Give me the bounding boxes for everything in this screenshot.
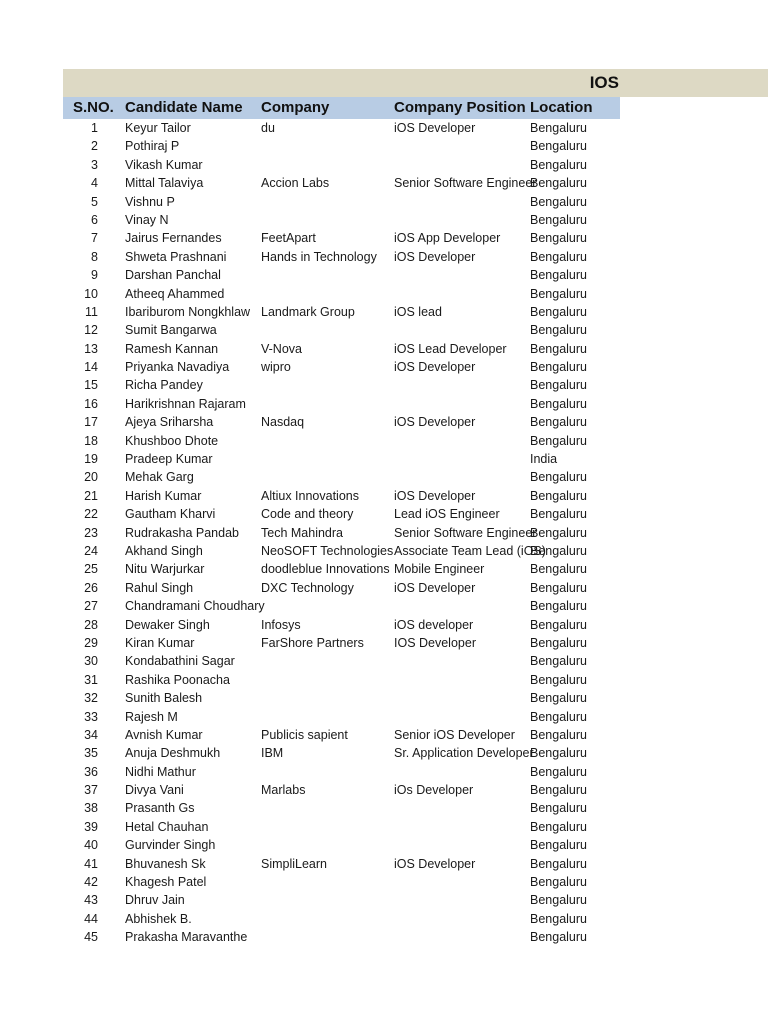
cell-company-position: iOS Developer [394, 121, 476, 135]
cell-sno: 15 [84, 378, 98, 393]
cell-sno: 12 [84, 323, 98, 338]
cell-sno: 33 [84, 709, 98, 724]
cell-location: Bengaluru [530, 764, 587, 779]
cell-sno: 36 [84, 764, 98, 779]
cell-sno: 23 [84, 525, 98, 540]
sheet-title: IOS [589, 73, 619, 92]
cell-candidate-name: Ibariburom Nongkhlaw [125, 304, 251, 319]
table-row [0, 395, 768, 413]
cell-sno: 27 [84, 599, 98, 614]
cell-sno: 5 [91, 194, 98, 209]
table-row [0, 855, 768, 873]
cell-sno: 26 [84, 580, 98, 595]
cell-sno: 43 [84, 893, 98, 908]
cell-company-position: Senior Software Engineer [394, 176, 537, 191]
table-row [0, 285, 768, 303]
cell-candidate-name: Gurvinder Singh [125, 838, 216, 853]
table-row [0, 340, 768, 358]
table-body [0, 119, 768, 947]
cell-location: Bengaluru [530, 838, 587, 853]
cell-company-position: Mobile Engineer [394, 562, 485, 577]
cell-candidate-name: Pradeep Kumar [125, 452, 213, 467]
cell-location: Bengaluru [530, 378, 587, 393]
cell-company: DXC Technology [261, 580, 354, 595]
table-header-row [63, 97, 620, 119]
header-location: Location [530, 99, 593, 116]
table-row [0, 524, 768, 542]
table-row [0, 763, 768, 781]
cell-location: Bengaluru [530, 286, 587, 301]
cell-location: Bengaluru [530, 121, 587, 135]
cell-sno: 13 [84, 341, 98, 356]
table-row [0, 174, 768, 192]
cell-company-position: Lead iOS Engineer [394, 507, 500, 522]
cell-location: Bengaluru [530, 249, 587, 264]
cell-candidate-name: Mittal Talaviya [125, 176, 204, 191]
cell-sno: 9 [91, 268, 98, 283]
cell-candidate-name: Pothiraj P [125, 139, 180, 154]
table-row [0, 450, 768, 468]
cell-candidate-name: Bhuvanesh Sk [125, 856, 206, 871]
cell-candidate-name: Sumit Bangarwa [125, 323, 217, 338]
table-row [0, 248, 768, 266]
cell-company-position: iOS developer [394, 617, 474, 632]
table-row [0, 652, 768, 670]
table-row [0, 487, 768, 505]
cell-candidate-name: Rajesh M [125, 709, 178, 724]
table-row [0, 229, 768, 247]
cell-company: Hands in Technology [261, 249, 377, 264]
cell-location: Bengaluru [530, 672, 587, 687]
cell-company: Infosys [261, 617, 301, 632]
cell-company: NeoSOFT Technologies [261, 543, 394, 558]
cell-location: Bengaluru [530, 580, 587, 595]
cell-company: IBM [261, 746, 284, 761]
cell-location: Bengaluru [530, 304, 587, 319]
cell-location: Bengaluru [530, 488, 587, 503]
cell-location: Bengaluru [530, 819, 587, 834]
cell-candidate-name: Chandramani Choudhary [125, 599, 265, 614]
cell-sno: 19 [84, 452, 98, 467]
cell-location: Bengaluru [530, 323, 587, 338]
table-row [0, 579, 768, 597]
cell-sno: 11 [85, 304, 98, 319]
table-row [0, 689, 768, 707]
cell-location: Bengaluru [530, 433, 587, 448]
cell-sno: 3 [91, 157, 98, 172]
cell-location: Bengaluru [530, 231, 587, 246]
cell-candidate-name: Nidhi Mathur [125, 764, 196, 779]
cell-location: Bengaluru [530, 212, 587, 227]
table-row [0, 744, 768, 762]
cell-candidate-name: Sunith Balesh [125, 691, 203, 706]
cell-company: FarShore Partners [261, 635, 364, 650]
cell-sno: 31 [84, 672, 98, 687]
table-row [0, 726, 768, 744]
cell-company: Landmark Group [261, 304, 355, 319]
cell-candidate-name: Hetal Chauhan [125, 819, 209, 834]
cell-candidate-name: Shweta Prashnani [125, 249, 227, 264]
cell-sno: 35 [84, 746, 98, 761]
cell-company: Code and theory [261, 507, 354, 522]
cell-sno: 42 [84, 875, 98, 890]
cell-company-position: iOS lead [394, 304, 442, 319]
cell-company-position: Senior Software Engineer [394, 525, 537, 540]
cell-candidate-name: Rahul Singh [125, 580, 194, 595]
table-row [0, 873, 768, 891]
table-row [0, 597, 768, 615]
cell-location: Bengaluru [530, 654, 587, 669]
cell-location: Bengaluru [530, 635, 587, 650]
cell-company: Accion Labs [261, 176, 330, 191]
table-row [0, 542, 768, 560]
cell-location: Bengaluru [530, 157, 587, 172]
table-row [0, 119, 768, 137]
cell-sno: 24 [84, 543, 98, 558]
cell-sno: 25 [84, 562, 98, 577]
cell-candidate-name: Ajeya Sriharsha [125, 415, 214, 430]
cell-location: Bengaluru [530, 396, 587, 411]
cell-location: Bengaluru [530, 360, 587, 375]
cell-company: FeetApart [261, 231, 316, 246]
cell-company-position: iOS Developer [394, 249, 476, 264]
table-row [0, 468, 768, 486]
table-row [0, 432, 768, 450]
sheet-title-band [63, 69, 768, 97]
header-candidate-name: Candidate Name [125, 99, 243, 116]
cell-location: Bengaluru [530, 176, 587, 191]
cell-candidate-name: Kondabathini Sagar [125, 654, 235, 669]
cell-candidate-name: Richa Pandey [125, 378, 203, 393]
cell-candidate-name: Rudrakasha Pandab [125, 525, 239, 540]
cell-candidate-name: Akhand Singh [125, 543, 203, 558]
cell-candidate-name: Atheeq Ahammed [125, 286, 225, 301]
cell-company-position: iOS App Developer [394, 231, 501, 246]
cell-location: Bengaluru [530, 727, 587, 742]
cell-sno: 37 [84, 783, 98, 798]
cell-sno: 8 [91, 249, 98, 264]
cell-candidate-name: Dhruv Jain [125, 893, 185, 908]
cell-sno: 40 [84, 838, 98, 853]
cell-company-position: iOS Developer [394, 580, 476, 595]
cell-company-position: iOS Lead Developer [394, 341, 507, 356]
table-row [0, 634, 768, 652]
table-row [0, 836, 768, 854]
cell-location: Bengaluru [530, 525, 587, 540]
cell-company-position: iOS Developer [394, 415, 476, 430]
table-row [0, 818, 768, 836]
cell-location: Bengaluru [530, 139, 587, 154]
table-row [0, 799, 768, 817]
cell-candidate-name: Kiran Kumar [125, 635, 195, 650]
cell-company: SimpliLearn [261, 856, 328, 871]
table-row [0, 303, 768, 321]
table-row [0, 137, 768, 155]
cell-company-position: iOS Developer [394, 488, 476, 503]
cell-sno: 10 [84, 286, 98, 301]
cell-candidate-name: Khushboo Dhote [125, 433, 219, 448]
cell-sno: 29 [84, 635, 98, 650]
cell-sno: 21 [84, 488, 98, 503]
cell-sno: 18 [84, 433, 98, 448]
cell-sno: 28 [84, 617, 98, 632]
cell-location: India [530, 452, 558, 467]
cell-company: Tech Mahindra [261, 525, 343, 540]
cell-candidate-name: Gautham Kharvi [125, 507, 216, 522]
cell-company: Altiux Innovations [261, 488, 359, 503]
cell-location: Bengaluru [530, 783, 587, 798]
table-row [0, 321, 768, 339]
cell-sno: 22 [84, 507, 98, 522]
cell-sno: 39 [84, 819, 98, 834]
cell-location: Bengaluru [530, 268, 587, 283]
cell-sno: 1 [91, 121, 98, 135]
cell-company-position: iOs Developer [394, 783, 474, 798]
cell-candidate-name: Divya Vani [125, 783, 184, 798]
cell-sno: 44 [84, 911, 98, 926]
cell-candidate-name: Anuja Deshmukh [125, 746, 221, 761]
table-row [0, 671, 768, 689]
cell-location: Bengaluru [530, 470, 587, 485]
cell-company-position: iOS Developer [394, 360, 476, 375]
cell-location: Bengaluru [530, 746, 587, 761]
cell-candidate-name: Khagesh Patel [125, 875, 207, 890]
cell-company: Marlabs [261, 783, 306, 798]
cell-location: Bengaluru [530, 562, 587, 577]
cell-sno: 17 [84, 415, 98, 430]
cell-sno: 20 [84, 470, 98, 485]
cell-company-position: iOS Developer [394, 856, 476, 871]
cell-company: doodleblue Innovations [261, 562, 390, 577]
cell-company-position: Sr. Application Developer [394, 746, 534, 761]
cell-location: Bengaluru [530, 709, 587, 724]
cell-location: Bengaluru [530, 507, 587, 522]
table-row [0, 376, 768, 394]
cell-sno: 2 [91, 139, 98, 154]
cell-candidate-name: Jairus Fernandes [125, 231, 222, 246]
table-row [0, 560, 768, 578]
cell-location: Bengaluru [530, 194, 587, 209]
cell-location: Bengaluru [530, 911, 587, 926]
cell-location: Bengaluru [530, 599, 587, 614]
cell-candidate-name: Dewaker Singh [125, 617, 210, 632]
cell-sno: 32 [84, 691, 98, 706]
cell-location: Bengaluru [530, 691, 587, 706]
cell-candidate-name: Harikrishnan Rajaram [125, 396, 246, 411]
cell-sno: 38 [84, 801, 98, 816]
cell-candidate-name: Mehak Garg [125, 470, 194, 485]
cell-candidate-name: Priyanka Navadiya [125, 360, 230, 375]
cell-candidate-name: Darshan Panchal [125, 268, 221, 283]
table-row [0, 413, 768, 431]
table-row [0, 266, 768, 284]
cell-location: Bengaluru [530, 543, 587, 558]
cell-location: Bengaluru [530, 875, 587, 890]
cell-sno: 34 [84, 727, 98, 742]
cell-sno: 7 [91, 231, 98, 246]
cell-sno: 16 [84, 396, 98, 411]
cell-candidate-name: Vinay N [125, 212, 169, 227]
cell-company: wipro [261, 360, 291, 375]
cell-candidate-name: Prakasha Maravanthe [125, 930, 248, 945]
cell-candidate-name: Keyur Tailor [125, 121, 191, 135]
cell-location: Bengaluru [530, 415, 587, 430]
header-sno: S.NO. [73, 99, 114, 116]
cell-sno: 14 [84, 360, 98, 375]
cell-company: Publicis sapient [261, 727, 348, 742]
table-row [0, 156, 768, 174]
cell-location: Bengaluru [530, 930, 587, 945]
cell-location: Bengaluru [530, 341, 587, 356]
cell-location: Bengaluru [530, 617, 587, 632]
cell-sno: 30 [84, 654, 98, 669]
header-company-position: Company Position [394, 99, 526, 116]
cell-candidate-name: Rashika Poonacha [125, 672, 230, 687]
cell-candidate-name: Avnish Kumar [125, 727, 203, 742]
cell-company: du [261, 121, 275, 135]
cell-company-position: Senior iOS Developer [394, 727, 515, 742]
cell-candidate-name: Harish Kumar [125, 488, 202, 503]
cell-company-position: IOS Developer [394, 635, 476, 650]
cell-candidate-name: Prasanth Gs [125, 801, 195, 816]
cell-location: Bengaluru [530, 856, 587, 871]
cell-sno: 41 [84, 856, 98, 871]
cell-sno: 45 [84, 930, 98, 945]
cell-company: V-Nova [261, 341, 302, 356]
table-row [0, 193, 768, 211]
cell-candidate-name: Abhishek B. [125, 911, 192, 926]
cell-company-position: Associate Team Lead (iOS) [394, 543, 546, 558]
cell-location: Bengaluru [530, 801, 587, 816]
cell-candidate-name: Vishnu P [125, 194, 175, 209]
cell-sno: 4 [91, 176, 98, 191]
table-row [0, 910, 768, 928]
cell-candidate-name: Nitu Warjurkar [125, 562, 205, 577]
header-company: Company [261, 99, 330, 116]
table-row [0, 781, 768, 799]
cell-candidate-name: Ramesh Kannan [125, 341, 219, 356]
cell-company: Nasdaq [261, 415, 305, 430]
table-row [0, 505, 768, 523]
table-row [0, 708, 768, 726]
cell-sno: 6 [91, 212, 98, 227]
cell-location: Bengaluru [530, 893, 587, 908]
table-row [0, 358, 768, 376]
table-row [0, 891, 768, 909]
table-row [0, 211, 768, 229]
cell-candidate-name: Vikash Kumar [125, 157, 203, 172]
table-row [0, 928, 768, 946]
table-row [0, 616, 768, 634]
